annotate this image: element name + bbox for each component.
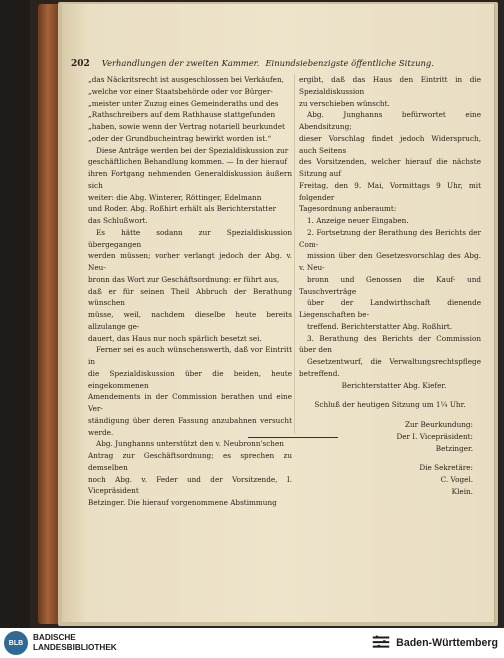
text-line: Betzinger. Die hierauf vorgenommene Abstimmung (88, 498, 277, 507)
text-line: Klein. (451, 486, 473, 496)
text-line (299, 391, 481, 399)
text-line: zu verschieben wünscht. (299, 98, 390, 108)
text-line: „Rathschreibers auf dem Rathhause stattgefunden (88, 110, 276, 120)
bw-branding[interactable] (370, 632, 498, 654)
text-line: Amendements in der Commission berathen und eine Ver- (88, 392, 292, 413)
text-line: geschäftlichen Behandlung kommen. — In der hierauf (88, 157, 288, 167)
text-line: Abg. Junghanns befürwortet eine Abendsitzung; (299, 110, 481, 131)
blb-name (33, 633, 117, 653)
text-line: Diese Anträge werden bei der Spezialdiskussion zur (96, 145, 289, 155)
text-line: treffend. Berichterstatter Abg. Roßhirt. (307, 321, 453, 331)
blb-branding[interactable] (4, 631, 117, 655)
blb-logo-icon: BLB (4, 631, 28, 655)
text-line: noch Abg. v. Feder und der Vorsitzende, I. Vicepräsident (88, 474, 292, 496)
session-title: Einundsiebenzigste öffentliche Sitzung. (265, 58, 434, 68)
text-line: bronn und Genossen die Kauf- und Tauschverträge (299, 274, 481, 296)
text-line: ihren Fortgang nehmenden Generaldiskussion äußern sich (88, 169, 292, 190)
text-line: „haben, sowie wenn der Vertrag notariell beurkundet (88, 122, 285, 131)
text-line: 2. Fortsetzung der Berathung des Berichts der Com- (299, 227, 481, 249)
text-line: bronn das Wort zur Geschäftsordnung: er führt aus, (88, 274, 280, 284)
footer-bar (0, 628, 504, 658)
text-line: „meister unter Zuzug eines Gemeinderaths und des (88, 98, 279, 108)
text-line: das Schlußwort. (88, 216, 148, 225)
text-line: werden müssen; vorher verlangt jedoch der Abg. v. Neu- (88, 251, 292, 272)
column-divider (294, 74, 295, 434)
text-line: C. Vogel. (440, 475, 473, 484)
state-lions-emblem-icon (370, 632, 392, 654)
text-line (299, 411, 481, 419)
text-line: Ferner sei es auch wünschenswerth, daß vor Eintritt in (88, 345, 292, 366)
text-line: 3. Berathung des Berichts der Commission über den (299, 333, 481, 355)
text-line: ergibt, daß das Haus den Eintritt in die Spezialdiskussion (299, 75, 481, 96)
text-line: ständigung über deren Fassung anzubahnen versucht werde. (88, 415, 292, 437)
text-line: die Spezialdiskussion über die beiden, heute eingekommenen (88, 368, 292, 390)
text-line: Tagesordnung anberaumt: (299, 204, 397, 214)
text-line: mission über den Gesetzesvorschlag des Abg. v. Neu- (299, 251, 481, 272)
text-line: dauert, das Haus nur noch spärlich besetzt sei. (88, 333, 262, 343)
text-line: des Vorsitzenden, welcher hierauf die nächste Sitzung auf (299, 157, 481, 178)
text-line: „das Näckritsrecht ist ausgeschlossen bei Verkäufen, (88, 75, 284, 84)
blb-name-line1: BADISCHE (33, 633, 76, 642)
text-line: und Roder. Abg. Roßhirt erhält als Berichterstatter (88, 204, 277, 214)
blb-name-line2: LANDESBIBLIOTHEK (33, 643, 117, 652)
left-text-column (88, 74, 292, 509)
text-line: Zur Beurkundung: (404, 420, 473, 429)
text-line: über der Landwirthschaft dienende Liegenschaften be- (299, 298, 481, 319)
page-number: 202 (71, 59, 90, 69)
text-line: Abg. Junghanns unterstützt den v. Neubronn'schen (96, 439, 284, 449)
text-line: Antrag zur Geschäftsordnung; es sprechen zu demselben (88, 451, 292, 472)
text-line: daß er für seinen Theil Abbruch der Berathung wünschen (88, 286, 292, 308)
text-line: Der I. Vicepräsident: (396, 431, 473, 441)
text-line (299, 454, 481, 462)
text-line: Schluß der heutigen Sitzung um 1¼ Uhr. (314, 400, 466, 410)
text-line: dieser Vorschlag findet jedoch Widerspruch, auch Seitens (299, 133, 481, 155)
text-line: Die Sekretäre: (419, 463, 473, 473)
right-text-column (299, 74, 481, 498)
running-title: Verhandlungen der zweiten Kammer. (101, 58, 260, 68)
text-line: Berichterstatter Abg. Kiefer. (341, 380, 447, 390)
text-line: „oder der Grundbucheintrag bewirkt worden ist.“ (88, 133, 272, 143)
text-line: Betzinger. (435, 443, 473, 453)
page-header (71, 58, 490, 72)
text-line: Es hätte sodann zur Spezialdiskussion übergegangen (88, 227, 292, 249)
text-line: Gesetzentwurf, die Verwaltungsrechtspflege betreffend. (299, 357, 481, 378)
text-line: „welche vor einer Staatsbehörde oder vor Bürger- (88, 86, 273, 96)
bw-label: Baden-Württemberg (396, 637, 498, 649)
text-line: 1. Anzeige neuer Eingaben. (307, 216, 409, 225)
text-line: müsse, weil, nachdem dieselbe heute bereits allzulange ge- (88, 310, 292, 331)
end-rule (248, 437, 338, 438)
text-line: weiter: die Abg. Winterer, Röttinger, Edelmann (88, 192, 262, 202)
text-line: Freitag, den 9. Mai, Vormittags 9 Uhr, mit folgender (299, 180, 481, 202)
